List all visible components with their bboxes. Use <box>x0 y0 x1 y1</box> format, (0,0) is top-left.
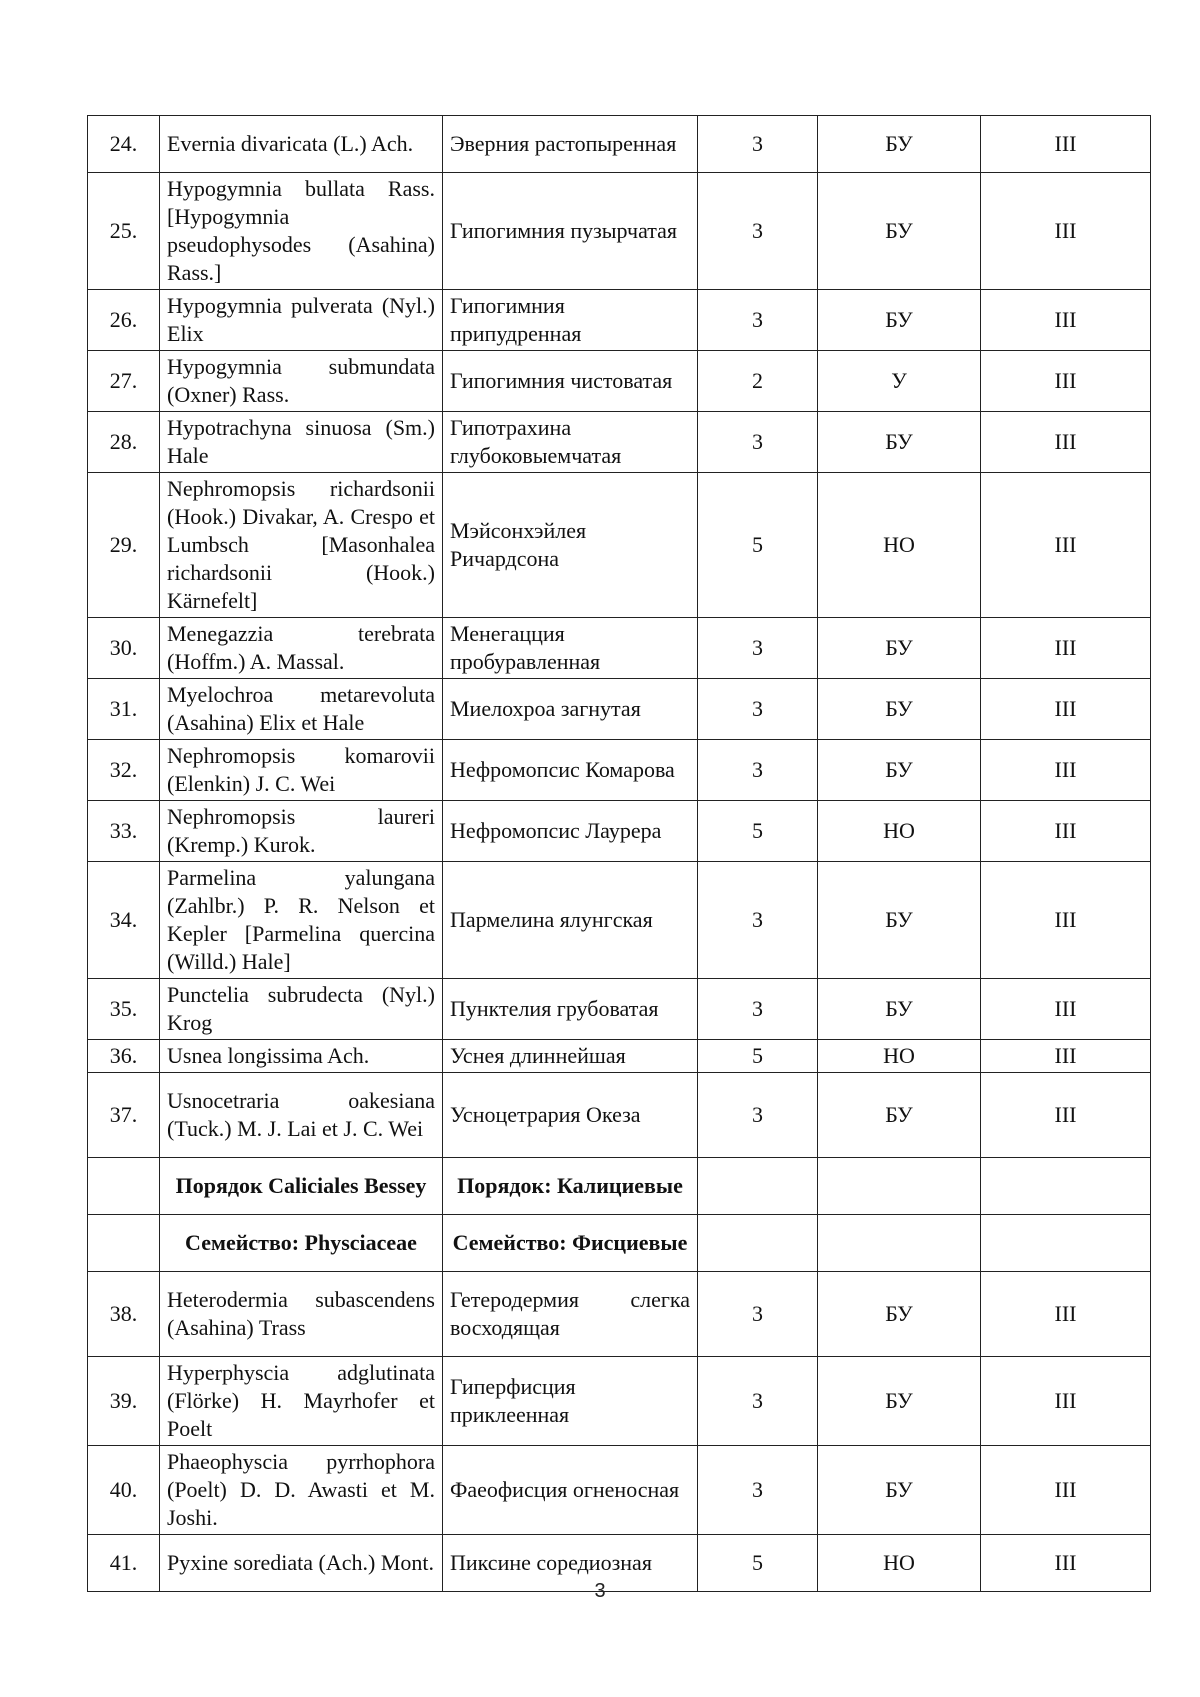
category-cell: 5 <box>698 1040 818 1073</box>
russian-name: Уснея длиннейшая <box>443 1040 698 1073</box>
category-cell: 3 <box>698 979 818 1040</box>
row-number: 31. <box>88 679 160 740</box>
category-cell: 5 <box>698 1535 818 1592</box>
status-cell: БУ <box>818 618 981 679</box>
species-table <box>87 115 1151 1592</box>
group-cell: III <box>981 801 1151 862</box>
latin-name: Pyxine sorediata (Ach.) Mont. <box>160 1535 443 1592</box>
category-cell: 3 <box>698 290 818 351</box>
row-number: 38. <box>88 1272 160 1357</box>
category-cell: 2 <box>698 351 818 412</box>
table-row <box>88 1040 1151 1073</box>
page-number: 3 <box>594 1580 606 1602</box>
category-cell: 3 <box>698 679 818 740</box>
status-cell: БУ <box>818 862 981 979</box>
table-row <box>88 679 1151 740</box>
table-row <box>88 290 1151 351</box>
latin-name: Nephromopsis richardsonii (Hook.) Divakar, A. Crespo et Lumbsch [Masonhalea richardsonii (Hook.) Kärnefelt] <box>160 473 443 618</box>
species-table-body <box>88 116 1151 1592</box>
status-cell: БУ <box>818 679 981 740</box>
status-cell: БУ <box>818 290 981 351</box>
empty-cell <box>88 1215 160 1272</box>
category-cell: 3 <box>698 618 818 679</box>
russian-name: Миелохроа загнутая <box>443 679 698 740</box>
group-cell: III <box>981 412 1151 473</box>
latin-name: Hyperphyscia adglutinata (Flörke) H. Mayrhofer et Poelt <box>160 1357 443 1446</box>
russian-name: Гетеродермия слегка восходящая <box>443 1272 698 1357</box>
empty-cell <box>818 1158 981 1215</box>
russian-name: Пиксине соредиозная <box>443 1535 698 1592</box>
empty-cell <box>981 1215 1151 1272</box>
row-number: 32. <box>88 740 160 801</box>
status-cell: БУ <box>818 1357 981 1446</box>
status-cell: БУ <box>818 1272 981 1357</box>
latin-name: Heterodermia subascendens (Asahina) Trass <box>160 1272 443 1357</box>
russian-name: Менегацция пробуравленная <box>443 618 698 679</box>
status-cell: БУ <box>818 116 981 173</box>
russian-name: Гипогимния пузырчатая <box>443 173 698 290</box>
status-cell: НО <box>818 1040 981 1073</box>
group-cell: III <box>981 351 1151 412</box>
status-cell: У <box>818 351 981 412</box>
status-cell: БУ <box>818 173 981 290</box>
category-cell: 3 <box>698 740 818 801</box>
family-russian: Семейство: Фисциевые <box>443 1215 698 1272</box>
russian-name: Гипогимния припудренная <box>443 290 698 351</box>
row-number: 29. <box>88 473 160 618</box>
latin-name: Menegazzia terebrata (Hoffm.) A. Massal. <box>160 618 443 679</box>
latin-name: Hypogymnia bullata Rass. [Hypogymnia pseudophysodes (Asahina) Rass.] <box>160 173 443 290</box>
latin-name: Hypotrachyna sinuosa (Sm.) Hale <box>160 412 443 473</box>
category-cell: 5 <box>698 801 818 862</box>
table-row <box>88 801 1151 862</box>
empty-cell <box>981 1158 1151 1215</box>
group-cell: III <box>981 1073 1151 1158</box>
russian-name: Гипогимния чистоватая <box>443 351 698 412</box>
table-row <box>88 1357 1151 1446</box>
russian-name: Гиперфисция приклеенная <box>443 1357 698 1446</box>
table-row <box>88 1073 1151 1158</box>
empty-cell <box>698 1215 818 1272</box>
status-cell: БУ <box>818 1073 981 1158</box>
row-number: 40. <box>88 1446 160 1535</box>
family-latin: Семейство: Physciaceae <box>160 1215 443 1272</box>
category-cell: 3 <box>698 1073 818 1158</box>
group-cell: III <box>981 1357 1151 1446</box>
group-cell: III <box>981 1535 1151 1592</box>
order-russian: Порядок: Калициевые <box>443 1158 698 1215</box>
row-number: 28. <box>88 412 160 473</box>
status-cell: БУ <box>818 1446 981 1535</box>
category-cell: 3 <box>698 862 818 979</box>
status-cell: БУ <box>818 412 981 473</box>
latin-name: Hypogymnia submundata (Oxner) Rass. <box>160 351 443 412</box>
group-cell: III <box>981 290 1151 351</box>
latin-name: Parmelina yalungana (Zahlbr.) P. R. Nelson et Kepler [Parmelina quercina (Willd.) Hale] <box>160 862 443 979</box>
status-cell: НО <box>818 801 981 862</box>
empty-cell <box>88 1158 160 1215</box>
russian-name: Пармелина ялунгская <box>443 862 698 979</box>
group-cell: III <box>981 173 1151 290</box>
group-cell: III <box>981 862 1151 979</box>
status-cell: НО <box>818 1535 981 1592</box>
row-number: 30. <box>88 618 160 679</box>
status-cell: БУ <box>818 740 981 801</box>
latin-name: Phaeophyscia pyrrhophora (Poelt) D. D. Awasti et M. Joshi. <box>160 1446 443 1535</box>
row-number: 39. <box>88 1357 160 1446</box>
group-cell: III <box>981 740 1151 801</box>
empty-cell <box>818 1215 981 1272</box>
order-header-row <box>88 1158 1151 1215</box>
latin-name: Nephromopsis komarovii (Elenkin) J. C. Wei <box>160 740 443 801</box>
russian-name: Мэйсонхэйлея Ричардсона <box>443 473 698 618</box>
group-cell: III <box>981 679 1151 740</box>
category-cell: 3 <box>698 173 818 290</box>
group-cell: III <box>981 618 1151 679</box>
row-number: 41. <box>88 1535 160 1592</box>
category-cell: 3 <box>698 412 818 473</box>
family-header-row <box>88 1215 1151 1272</box>
latin-name: Nephromopsis laureri (Kremp.) Kurok. <box>160 801 443 862</box>
table-row <box>88 173 1151 290</box>
latin-name: Myelochroa metarevoluta (Asahina) Elix et Hale <box>160 679 443 740</box>
group-cell: III <box>981 1272 1151 1357</box>
latin-name: Usnocetraria oakesiana (Tuck.) M. J. Lai et J. C. Wei <box>160 1073 443 1158</box>
row-number: 33. <box>88 801 160 862</box>
table-row <box>88 979 1151 1040</box>
row-number: 35. <box>88 979 160 1040</box>
category-cell: 3 <box>698 1446 818 1535</box>
russian-name: Фаеофисция огненосная <box>443 1446 698 1535</box>
category-cell: 5 <box>698 473 818 618</box>
group-cell: III <box>981 979 1151 1040</box>
group-cell: III <box>981 1040 1151 1073</box>
row-number: 24. <box>88 116 160 173</box>
table-row <box>88 1272 1151 1357</box>
table-row <box>88 618 1151 679</box>
russian-name: Усноцетрария Океза <box>443 1073 698 1158</box>
status-cell: БУ <box>818 979 981 1040</box>
category-cell: 3 <box>698 116 818 173</box>
row-number: 26. <box>88 290 160 351</box>
russian-name: Пунктелия грубоватая <box>443 979 698 1040</box>
category-cell: 3 <box>698 1357 818 1446</box>
russian-name: Эверния растопыренная <box>443 116 698 173</box>
status-cell: НО <box>818 473 981 618</box>
row-number: 27. <box>88 351 160 412</box>
russian-name: Гипотрахина глубоковыемчатая <box>443 412 698 473</box>
table-row <box>88 412 1151 473</box>
table-row <box>88 862 1151 979</box>
order-latin: Порядок Caliciales Bessey <box>160 1158 443 1215</box>
latin-name: Usnea longissima Ach. <box>160 1040 443 1073</box>
table-row <box>88 1446 1151 1535</box>
group-cell: III <box>981 473 1151 618</box>
russian-name: Нефромопсис Лаурера <box>443 801 698 862</box>
group-cell: III <box>981 116 1151 173</box>
table-row <box>88 116 1151 173</box>
table-row <box>88 473 1151 618</box>
table-row <box>88 740 1151 801</box>
russian-name: Нефромопсис Комарова <box>443 740 698 801</box>
category-cell: 3 <box>698 1272 818 1357</box>
latin-name: Hypogymnia pulverata (Nyl.) Elix <box>160 290 443 351</box>
table-row <box>88 351 1151 412</box>
row-number: 34. <box>88 862 160 979</box>
group-cell: III <box>981 1446 1151 1535</box>
row-number: 25. <box>88 173 160 290</box>
row-number: 37. <box>88 1073 160 1158</box>
latin-name: Punctelia subrudecta (Nyl.) Krog <box>160 979 443 1040</box>
latin-name: Evernia divaricata (L.) Ach. <box>160 116 443 173</box>
row-number: 36. <box>88 1040 160 1073</box>
empty-cell <box>698 1158 818 1215</box>
